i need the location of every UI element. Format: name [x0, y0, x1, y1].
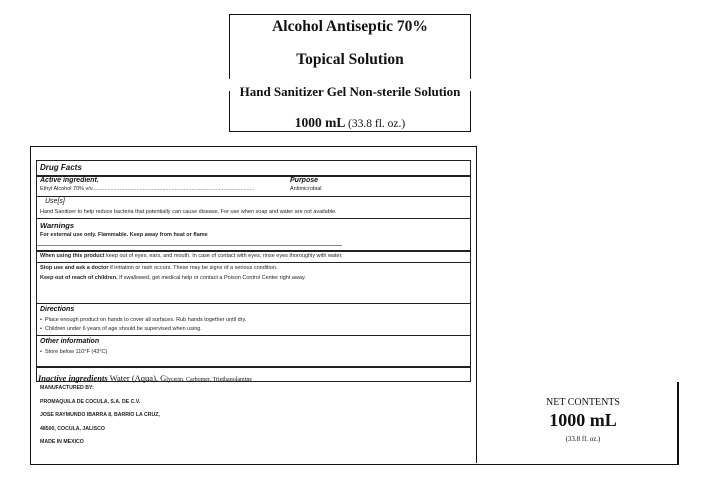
divider: [37, 250, 470, 252]
other-info-item-text: Store below 110°F (43°C): [44, 349, 108, 355]
inactive-ingredients-label: Inactive ingredients: [38, 373, 108, 383]
other-info-item: • Store below 110°F (43°C): [40, 349, 108, 355]
drug-facts-title: Drug Facts: [40, 163, 82, 172]
directions-header: Directions: [40, 306, 75, 313]
product-title-box: [229, 14, 471, 132]
uses-header: Use[s]: [45, 198, 65, 205]
when-using-label: When using this product: [40, 253, 105, 259]
product-volume-sub: (33.8 fl. oz.): [348, 118, 406, 130]
divider: [37, 196, 470, 197]
uses-text: Hand Sanitizer to help reduce bacteria that potentially can cause disease. For use when soap and water are not available.: [40, 209, 337, 215]
product-name: Alcohol Antiseptic 70%: [272, 18, 428, 35]
divider: [37, 303, 470, 304]
directions-item: • Place enough product on hands to cover all surfaces. Rub hands together until dry.: [40, 317, 247, 323]
when-using-body: keep out of eyes, ears, and mouth. In case of contact with eyes, rinse eyes thoroughly with water.: [104, 253, 343, 259]
purpose-header: Purpose: [290, 177, 319, 184]
divider: [37, 335, 470, 336]
divider: [37, 245, 342, 246]
divider: [37, 262, 470, 263]
keep-out-label: Keep out of reach of children.: [40, 275, 118, 281]
warnings-header: Warnings: [40, 221, 75, 230]
active-ingredient-line: Ethyl Alcohol 70% v/v..........................................................................................................: [40, 186, 255, 192]
product-volume-amount: 1000 mL: [294, 115, 345, 130]
divider: [37, 218, 470, 219]
keep-out-body: If swallowed, get medical help or contact a Poison Control Center right away.: [117, 275, 306, 281]
directions-item-text: Children under 6 years of age should be supervised when using.: [44, 326, 202, 332]
manufacturer-address: JOSE RAYMUNDO IBARRA 8, BARRIO LA CRUZ,: [40, 412, 160, 418]
inactive-ingredients-main: Water (Aqua), G: [107, 373, 167, 383]
net-contents-amount: 1000 mL: [549, 410, 617, 430]
manufacturer-origin: MADE IN MEXICO: [40, 439, 84, 445]
product-volume: [230, 115, 470, 131]
inactive-ingredients-rest: lycerin, Carbomer, Triethanolamine: [166, 377, 253, 383]
product-description: Hand Sanitizer Gel Non-sterile Solution: [239, 84, 461, 99]
manufacturer-city: 48500, COCULA, JALISCO: [40, 426, 105, 432]
net-contents-label: NET CONTENTS: [546, 397, 620, 408]
warnings-text: For external use only. Flammable. Keep away from heat or flame: [40, 232, 208, 238]
stop-use-label: Stop use and ask a doctor: [40, 265, 109, 271]
label-right-edge: [677, 382, 679, 465]
when-using-text: [40, 253, 343, 259]
active-ingredient-header: Active ingredient.: [40, 177, 99, 184]
directions-item-text: Place enough product on hands to cover all surfaces. Rub hands together until dry.: [44, 317, 247, 323]
net-contents-sub: (33.8 fl. oz.): [565, 435, 601, 443]
stop-use-text: [40, 265, 277, 271]
product-form: Topical Solution: [296, 51, 404, 68]
manufacturer-heading: MANUFACTURED BY:: [40, 385, 94, 391]
purpose-value: Antimicrobial: [290, 186, 322, 192]
directions-item: • Children under 6 years of age should be supervised when using.: [40, 326, 202, 332]
other-info-header: Other information: [40, 338, 100, 345]
manufacturer-name: PROMAQUILA DE COCULA, S.A. DE C.V.: [40, 399, 141, 405]
stop-use-body: if irritation or rash occurs. These may be signs of a serious condition.: [108, 265, 278, 271]
inactive-ingredients: [38, 368, 252, 386]
divider: [37, 175, 470, 177]
keep-out-text: [40, 275, 306, 281]
drug-facts-panel: [36, 160, 471, 382]
